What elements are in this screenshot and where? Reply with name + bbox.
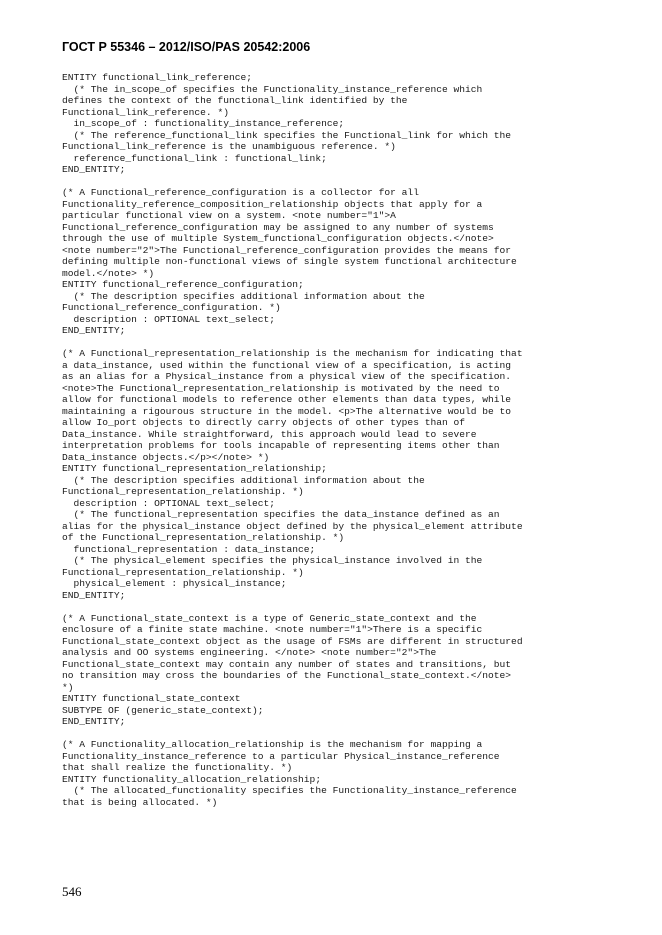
code-line: ENTITY functional_state_context <box>62 693 241 704</box>
code-line: Data_instance objects.</p></note> *) <box>62 451 270 463</box>
code-line: END_ENTITY; <box>62 716 126 727</box>
code-line: (* The in_scope_of specifies the Functionality_instance_reference which <box>62 83 483 95</box>
code-line: enclosure of a finite state machine. <note number="1">There is a specific <box>62 624 483 635</box>
code-line: description : OPTIONAL text_select; <box>62 497 276 509</box>
code-line: (* A Functional_state_context is a type of Generic_state_context and the <box>62 612 477 624</box>
code-line: (* A Functionality_allocation_relationship is the mechanism for mapping a <box>62 739 483 750</box>
code-line: model.</note> *) <box>62 267 155 279</box>
code-line: ENTITY functional_reference_configuration; <box>62 279 304 290</box>
code-line: interpretation problems for tools incapable of representing items other than <box>62 440 500 451</box>
code-line: (* The description specifies additional information about the <box>62 290 425 302</box>
code-line: (* The allocated_functionality specifies the Functionality_instance_reference <box>62 785 517 796</box>
code-line: of the Functional_representation_relationship. *) <box>62 532 345 543</box>
code-line: Functional_link_reference is the unambiguous reference. *) <box>62 141 396 152</box>
code-line: ENTITY functionality_allocation_relationship; <box>62 773 322 785</box>
code-line: defining multiple non-functional views of single system functional architecture <box>62 256 517 267</box>
code-line: Functionality_instance_reference to a particular Physical_instance_reference <box>62 750 500 762</box>
code-line: Data_instance. While straightforward, this approach would lead to severe <box>62 428 477 440</box>
code-line: functional_representation : data_instance; <box>62 543 316 555</box>
express-code-listing <box>62 72 622 808</box>
code-line: allow Io_port objects to directly carry objects of other types than of <box>62 417 466 428</box>
code-line: Functional_state_context may contain any number of states and transitions, but <box>62 658 512 670</box>
code-line: END_ENTITY; <box>62 325 126 336</box>
code-line: particular functional view on a system. <note number="1">A <box>62 210 396 221</box>
code-line: (* The reference_functional_link specifies the Functional_link for which the <box>62 129 512 141</box>
code-line: <note number="2">The Functional_reference_configuration provides the means for <box>62 244 512 256</box>
code-line <box>62 728 622 740</box>
code-line: *) <box>62 681 74 693</box>
code-line: that is being allocated. *) <box>62 796 218 808</box>
code-line: no transition may cross the boundaries of the Functional_state_context.</note> <box>62 670 512 681</box>
code-line: Functional_link_reference. *) <box>62 106 229 118</box>
code-line: through the use of multiple System_functional_configuration objects.</note> <box>62 233 494 244</box>
code-line: in_scope_of : functionality_instance_reference; <box>62 118 345 129</box>
document-header-title: ГОСТ Р 55346 – 2012/ISO/PAS 20542:2006 <box>62 40 311 54</box>
code-line: that shall realize the functionality. *) <box>62 762 293 773</box>
code-line: Functional_reference_configuration. *) <box>62 302 281 313</box>
code-line: (* The physical_element specifies the physical_instance involved in the <box>62 555 483 566</box>
code-line: a data_instance, used within the functional view of a specification, is acting <box>62 359 512 371</box>
code-line: <note>The Functional_representation_relationship is motivated by the need to <box>62 382 500 394</box>
code-line: defines the context of the functional_link identified by the <box>62 95 408 106</box>
code-line: analysis and OO systems engineering. </note> <note number="2">The <box>62 647 437 658</box>
code-line <box>62 337 622 349</box>
code-line: (* The description specifies additional information about the <box>62 474 425 486</box>
code-line: description : OPTIONAL text_select; <box>62 313 276 325</box>
code-line: (* A Functional_reference_configuration is a collector for all <box>62 187 419 198</box>
code-line: maintaining a rigourous structure in the model. <p>The alternative would be to <box>62 405 512 417</box>
code-line: END_ENTITY; <box>62 164 126 175</box>
code-line: allow for functional models to reference other elements than data types, while <box>62 394 512 405</box>
code-line: Functional_state_context object as the usage of FSMs are different in structured <box>62 635 523 647</box>
code-line: Functionality_reference_composition_relationship objects that apply for a <box>62 198 483 210</box>
code-line: Functional_representation_relationship. *) <box>62 486 304 497</box>
code-line: as an alias for a Physical_instance from a physical view of the specification. <box>62 371 512 382</box>
code-line: alias for the physical_instance object defined by the physical_element attribute <box>62 520 523 532</box>
code-line: (* A Functional_representation_relationship is the mechanism for indicating that <box>62 348 523 359</box>
code-line <box>62 601 622 613</box>
code-line: ENTITY functional_representation_relationship; <box>62 463 327 474</box>
code-line: physical_element : physical_instance; <box>62 578 287 589</box>
code-line <box>62 176 622 188</box>
code-line: END_ENTITY; <box>62 589 126 601</box>
code-line: Functional_reference_configuration may be assigned to any number of systems <box>62 221 494 233</box>
code-line: ENTITY functional_link_reference; <box>62 72 252 83</box>
code-line: SUBTYPE OF (generic_state_context); <box>62 704 264 716</box>
code-line: (* The functional_representation specifies the data_instance defined as an <box>62 509 500 520</box>
code-line: reference_functional_link : functional_link; <box>62 152 327 164</box>
code-line: Functional_representation_relationship. *) <box>62 566 304 578</box>
page-number: 546 <box>62 884 82 899</box>
